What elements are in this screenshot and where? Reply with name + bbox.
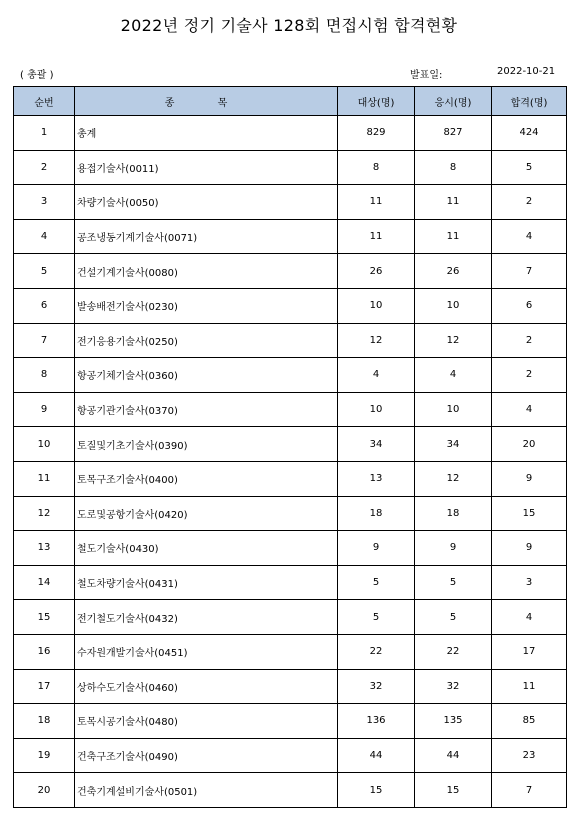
cell-applied: 9	[415, 531, 492, 566]
header-target: 대상(명)	[338, 87, 415, 116]
cell-target: 11	[338, 219, 415, 254]
announcement-date-label: 발표일:	[410, 70, 443, 81]
cell-passed: 23	[492, 738, 567, 773]
cell-no: 11	[14, 461, 75, 496]
cell-no: 17	[14, 669, 75, 704]
cell-applied: 22	[415, 634, 492, 669]
cell-passed: 9	[492, 461, 567, 496]
announcement-date: 2022-10-21	[497, 66, 556, 77]
table-row	[14, 531, 567, 566]
cell-applied: 4	[415, 358, 492, 393]
cell-item: 항공기관기술사(0370)	[75, 392, 338, 427]
cell-item: 전기응용기술사(0250)	[75, 323, 338, 358]
cell-item: 항공기체기술사(0360)	[75, 358, 338, 393]
cell-passed: 6	[492, 288, 567, 323]
table-row	[14, 358, 567, 393]
table-row	[14, 185, 567, 220]
cell-target: 34	[338, 427, 415, 462]
table-row	[14, 116, 567, 151]
table-row	[14, 323, 567, 358]
cell-applied: 26	[415, 254, 492, 289]
category-label: ( 총괄 )	[20, 70, 54, 81]
cell-no: 5	[14, 254, 75, 289]
cell-target: 5	[338, 600, 415, 635]
cell-applied: 18	[415, 496, 492, 531]
cell-no: 4	[14, 219, 75, 254]
table-row	[14, 634, 567, 669]
cell-target: 5	[338, 565, 415, 600]
cell-passed: 5	[492, 150, 567, 185]
cell-no: 3	[14, 185, 75, 220]
cell-no: 14	[14, 565, 75, 600]
cell-item: 철도차량기술사(0431)	[75, 565, 338, 600]
table-row	[14, 600, 567, 635]
cell-passed: 4	[492, 219, 567, 254]
cell-target: 12	[338, 323, 415, 358]
cell-item: 상하수도기술사(0460)	[75, 669, 338, 704]
cell-item: 건설기계기술사(0080)	[75, 254, 338, 289]
cell-no: 10	[14, 427, 75, 462]
cell-applied: 12	[415, 461, 492, 496]
cell-no: 6	[14, 288, 75, 323]
cell-applied: 11	[415, 185, 492, 220]
table-row	[14, 254, 567, 289]
cell-no: 16	[14, 634, 75, 669]
cell-no: 13	[14, 531, 75, 566]
cell-item: 토목구조기술사(0400)	[75, 461, 338, 496]
cell-applied: 34	[415, 427, 492, 462]
cell-passed: 2	[492, 358, 567, 393]
cell-passed: 3	[492, 565, 567, 600]
cell-target: 26	[338, 254, 415, 289]
table-row	[14, 496, 567, 531]
cell-applied: 5	[415, 565, 492, 600]
cell-item: 총계	[75, 116, 338, 151]
page-title: 2022년 정기 기술사 128회 면접시험 합격현황	[120, 16, 458, 35]
cell-target: 32	[338, 669, 415, 704]
cell-item: 발송배전기술사(0230)	[75, 288, 338, 323]
cell-passed: 7	[492, 254, 567, 289]
table-body	[14, 116, 567, 808]
cell-item: 건축기계설비기술사(0501)	[75, 773, 338, 808]
header-item: 종 목	[75, 87, 338, 116]
cell-target: 136	[338, 704, 415, 739]
cell-item: 용접기술사(0011)	[75, 150, 338, 185]
cell-target: 13	[338, 461, 415, 496]
cell-passed: 424	[492, 116, 567, 151]
cell-applied: 135	[415, 704, 492, 739]
cell-target: 10	[338, 392, 415, 427]
header-no: 순번	[14, 87, 75, 116]
table-row	[14, 427, 567, 462]
cell-target: 829	[338, 116, 415, 151]
cell-target: 18	[338, 496, 415, 531]
results-table	[13, 86, 567, 808]
cell-no: 15	[14, 600, 75, 635]
cell-applied: 10	[415, 392, 492, 427]
table-row	[14, 565, 567, 600]
cell-applied: 11	[415, 219, 492, 254]
cell-target: 9	[338, 531, 415, 566]
table-row	[14, 738, 567, 773]
cell-no: 12	[14, 496, 75, 531]
cell-target: 11	[338, 185, 415, 220]
cell-target: 22	[338, 634, 415, 669]
cell-item: 도로및공항기술사(0420)	[75, 496, 338, 531]
cell-no: 9	[14, 392, 75, 427]
cell-passed: 4	[492, 392, 567, 427]
table-row	[14, 392, 567, 427]
cell-passed: 2	[492, 323, 567, 358]
cell-item: 건축구조기술사(0490)	[75, 738, 338, 773]
table-row	[14, 461, 567, 496]
cell-target: 8	[338, 150, 415, 185]
cell-item: 철도기술사(0430)	[75, 531, 338, 566]
cell-passed: 9	[492, 531, 567, 566]
cell-target: 4	[338, 358, 415, 393]
cell-passed: 15	[492, 496, 567, 531]
cell-passed: 17	[492, 634, 567, 669]
cell-item: 전기철도기술사(0432)	[75, 600, 338, 635]
cell-item: 토질및기초기술사(0390)	[75, 427, 338, 462]
cell-passed: 11	[492, 669, 567, 704]
cell-no: 8	[14, 358, 75, 393]
cell-item: 수자원개발기술사(0451)	[75, 634, 338, 669]
cell-item: 공조냉동기계기술사(0071)	[75, 219, 338, 254]
cell-passed: 20	[492, 427, 567, 462]
cell-no: 20	[14, 773, 75, 808]
cell-applied: 32	[415, 669, 492, 704]
cell-target: 10	[338, 288, 415, 323]
table-row	[14, 288, 567, 323]
cell-target: 44	[338, 738, 415, 773]
table-row	[14, 219, 567, 254]
table-header-row	[14, 87, 567, 116]
cell-applied: 5	[415, 600, 492, 635]
cell-no: 7	[14, 323, 75, 358]
table-row	[14, 773, 567, 808]
header-passed: 합격(명)	[492, 87, 567, 116]
cell-no: 18	[14, 704, 75, 739]
cell-applied: 827	[415, 116, 492, 151]
cell-target: 15	[338, 773, 415, 808]
cell-applied: 12	[415, 323, 492, 358]
cell-applied: 8	[415, 150, 492, 185]
cell-passed: 2	[492, 185, 567, 220]
cell-applied: 10	[415, 288, 492, 323]
table-row	[14, 704, 567, 739]
cell-passed: 85	[492, 704, 567, 739]
cell-item: 차량기술사(0050)	[75, 185, 338, 220]
table-row	[14, 150, 567, 185]
cell-passed: 4	[492, 600, 567, 635]
header-applied: 응시(명)	[415, 87, 492, 116]
cell-applied: 44	[415, 738, 492, 773]
cell-no: 19	[14, 738, 75, 773]
cell-no: 2	[14, 150, 75, 185]
table-row	[14, 669, 567, 704]
cell-passed: 7	[492, 773, 567, 808]
cell-item: 토목시공기술사(0480)	[75, 704, 338, 739]
cell-applied: 15	[415, 773, 492, 808]
cell-no: 1	[14, 116, 75, 151]
